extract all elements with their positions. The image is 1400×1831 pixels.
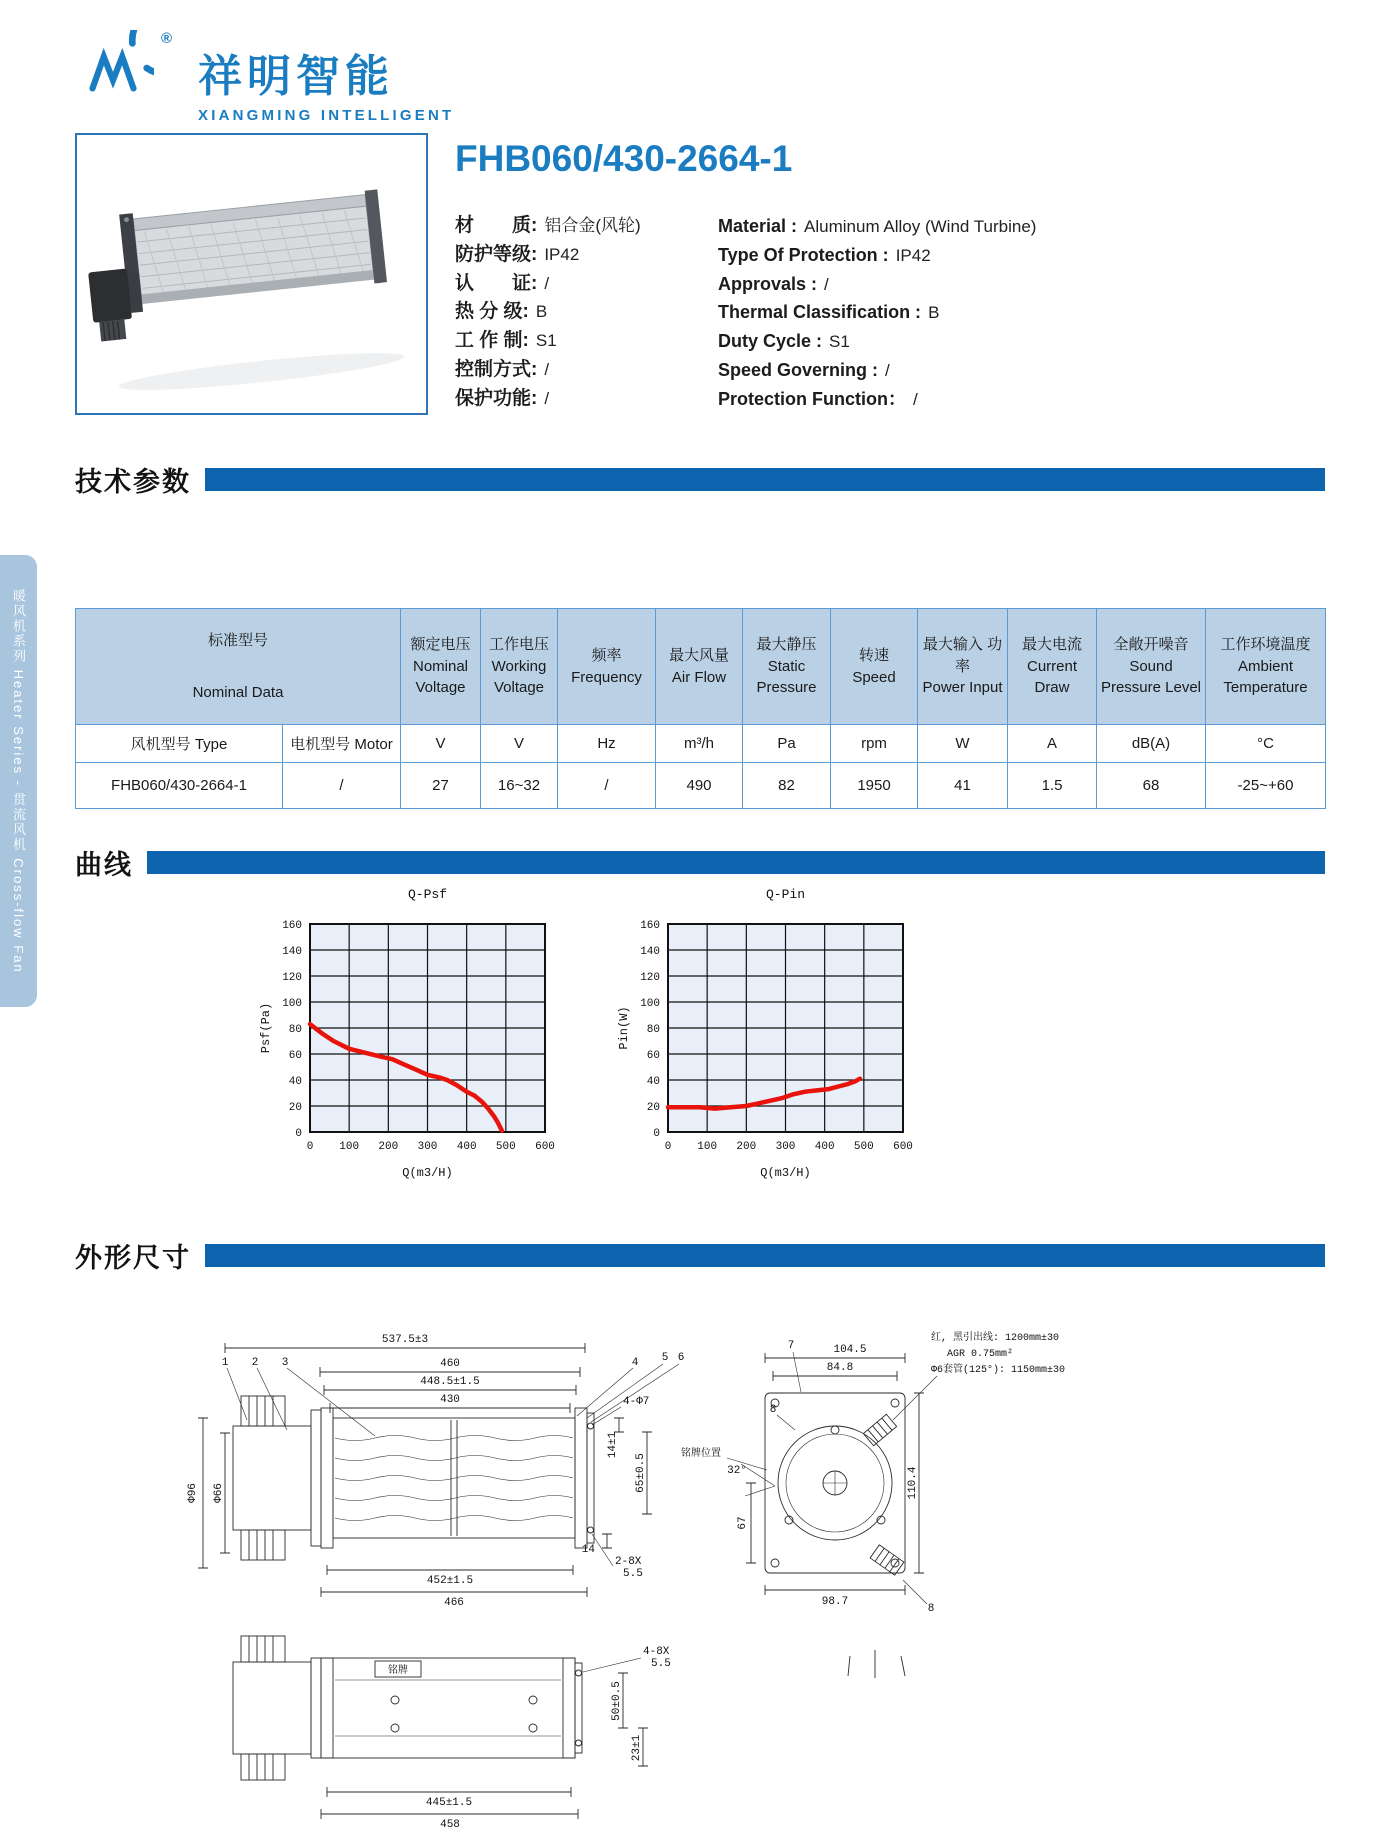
svg-text:14: 14: [581, 1544, 595, 1556]
svg-text:537.5±3: 537.5±3: [381, 1334, 429, 1346]
spec-row: Duty Cycle : S1: [718, 331, 850, 352]
y-tick-label: 100: [282, 998, 302, 1010]
svg-text:红, 黑引出线: 1200mm±30: 红, 黑引出线: 1200mm±30: [931, 1333, 1060, 1344]
y-tick-label: 120: [640, 972, 660, 984]
header-cell: 最大输入 功率 Power Input: [918, 609, 1008, 725]
header-cell: 全敞开噪音 Sound Pressure Level: [1097, 609, 1206, 725]
product-model-title: FHB060/430-2664-1: [455, 138, 793, 179]
x-tick-label: 600: [893, 1141, 913, 1153]
svg-text:110.4: 110.4: [907, 1466, 919, 1500]
chart-q-pin: [613, 876, 973, 1186]
svg-text:铭牌位置: 铭牌位置: [681, 1449, 721, 1460]
unit-cell: Pa: [743, 725, 831, 763]
svg-text:445±1.5: 445±1.5: [425, 1797, 473, 1809]
unit-cell: 风机型号 Type: [76, 725, 283, 763]
data-cell: 27: [401, 763, 481, 809]
svg-text:65±0.5: 65±0.5: [635, 1453, 647, 1493]
svg-text:5: 5: [661, 1352, 669, 1364]
y-axis-label: Psf(Pa): [259, 1002, 273, 1054]
chart-title: Q-Psf: [407, 887, 448, 902]
svg-text:AGR 0.75mm²: AGR 0.75mm²: [947, 1349, 1014, 1360]
svg-text:3: 3: [281, 1357, 289, 1369]
svg-text:14±1: 14±1: [607, 1431, 619, 1459]
spec-list-en: [718, 212, 1036, 414]
svg-text:466: 466: [444, 1597, 464, 1609]
svg-text:2-8X: 2-8X: [615, 1556, 642, 1568]
unit-cell: V: [481, 725, 558, 763]
x-tick-label: 300: [775, 1141, 796, 1153]
svg-text:23±1: 23±1: [631, 1734, 643, 1762]
svg-text:50±0.5: 50±0.5: [611, 1681, 623, 1721]
svg-text:1: 1: [221, 1357, 229, 1369]
header-cell: 频率 Frequency: [558, 609, 656, 725]
product-image: [75, 133, 428, 415]
brand-logo-icon: [72, 30, 154, 112]
y-tick-label: 0: [295, 1128, 302, 1140]
x-tick-label: 100: [697, 1141, 718, 1153]
brand-header: [72, 30, 454, 124]
end-view-drawing: [681, 1330, 1065, 1678]
header-cell: 工作环境温度 Ambient Temperature: [1206, 609, 1326, 725]
section-title: 外形尺寸: [75, 1243, 191, 1273]
y-tick-label: 140: [640, 946, 660, 958]
y-tick-label: 160: [640, 920, 660, 932]
spec-row: 控制方式: /: [455, 358, 550, 380]
outline-drawings: [75, 1268, 1325, 1831]
parameters-table: [75, 608, 1326, 809]
spec-row: Type Of Protection : IP42: [718, 244, 931, 265]
spec-row: 热 分 级: B: [455, 301, 548, 323]
svg-text:Φ6套管(125°): 1150mm±30: Φ6套管(125°): 1150mm±30: [931, 1365, 1066, 1376]
y-tick-label: 40: [646, 1076, 660, 1088]
spec-row: Approvals : /: [718, 273, 829, 294]
spec-row: Thermal Classification : B: [718, 302, 940, 323]
svg-text:4: 4: [631, 1357, 639, 1369]
x-tick-label: 400: [456, 1141, 477, 1153]
svg-text:6: 6: [677, 1352, 685, 1364]
svg-text:5.5: 5.5: [651, 1658, 671, 1670]
bottom-view-drawing: [233, 1636, 671, 1831]
data-cell: -25~+60: [1206, 763, 1326, 809]
y-tick-label: 60: [646, 1050, 660, 1062]
table-data-row: [76, 763, 1326, 809]
svg-text:7: 7: [787, 1340, 795, 1352]
svg-text:104.5: 104.5: [833, 1344, 867, 1356]
y-tick-label: 100: [640, 998, 660, 1010]
header-cell: 标准型号 Nominal Data: [76, 609, 401, 725]
section-bar: [205, 1244, 1325, 1267]
svg-text:98.7: 98.7: [821, 1596, 849, 1608]
svg-text:448.5±1.5: 448.5±1.5: [420, 1376, 480, 1388]
section-tech-params: [75, 460, 1325, 499]
spec-row: Speed Governing : /: [718, 359, 890, 380]
x-axis-label: Q(m3/H): [760, 1166, 811, 1180]
x-tick-label: 0: [306, 1141, 314, 1153]
y-tick-label: 20: [646, 1102, 660, 1114]
data-cell: FHB060/430-2664-1: [76, 763, 283, 809]
x-tick-label: 500: [495, 1141, 516, 1153]
spec-list-cn: [455, 212, 641, 414]
y-tick-label: 80: [646, 1024, 660, 1036]
y-tick-label: 60: [288, 1050, 302, 1062]
y-tick-label: 140: [282, 946, 302, 958]
data-cell: /: [558, 763, 656, 809]
y-tick-label: 0: [653, 1128, 660, 1140]
y-tick-label: 20: [288, 1102, 302, 1114]
unit-cell: dB(A): [1097, 725, 1206, 763]
header-cell: 转速 Speed: [831, 609, 918, 725]
series-side-tab-label: 暖风机系列 Heater Series - 贯流风机 Cross-flow Fan: [11, 588, 26, 974]
spec-row: 工 作 制: S1: [455, 330, 557, 352]
svg-text:84.8: 84.8: [826, 1362, 854, 1374]
x-tick-label: 600: [535, 1141, 555, 1153]
x-tick-label: 200: [378, 1141, 399, 1153]
chart-title: Q-Pin: [765, 887, 806, 902]
svg-text:2: 2: [251, 1357, 259, 1369]
x-tick-label: 0: [664, 1141, 672, 1153]
y-tick-label: 40: [288, 1076, 302, 1088]
y-tick-label: 80: [288, 1024, 302, 1036]
svg-text:5.5: 5.5: [623, 1568, 643, 1580]
registered-mark: ®: [160, 30, 172, 47]
x-tick-label: 100: [339, 1141, 360, 1153]
header-cell: 最大风量 Air Flow: [656, 609, 743, 725]
svg-text:67: 67: [737, 1516, 749, 1530]
svg-text:4-Φ7: 4-Φ7: [623, 1396, 650, 1408]
section-bar: [147, 851, 1325, 874]
series-side-tab: [0, 555, 37, 1007]
svg-text:430: 430: [440, 1394, 460, 1406]
svg-text:4-8X: 4-8X: [643, 1646, 670, 1658]
header-cell: 额定电压 Nominal Voltage: [401, 609, 481, 725]
x-tick-label: 400: [814, 1141, 835, 1153]
header-cell: 最大电流 Current Draw: [1008, 609, 1097, 725]
section-title: 技术参数: [75, 467, 191, 497]
data-cell: 68: [1097, 763, 1206, 809]
data-cell: 41: [918, 763, 1008, 809]
svg-text:458: 458: [440, 1819, 460, 1831]
unit-cell: rpm: [831, 725, 918, 763]
table-header-row: [76, 609, 1326, 725]
section-title: 曲线: [75, 850, 133, 880]
y-axis-label: Pin(W): [617, 1006, 631, 1050]
y-tick-label: 120: [282, 972, 302, 984]
y-tick-label: 160: [282, 920, 302, 932]
header-cell: 最大静压 Static Pressure: [743, 609, 831, 725]
unit-cell: W: [918, 725, 1008, 763]
brand-name-cn: 祥明智能: [198, 52, 394, 101]
x-axis-label: Q(m3/H): [402, 1166, 453, 1180]
unit-cell: 电机型号 Motor: [283, 725, 401, 763]
spec-row: 认 证: /: [455, 272, 550, 294]
svg-text:460: 460: [440, 1358, 460, 1370]
spec-row: 保护功能: /: [455, 387, 550, 409]
data-cell: 1.5: [1008, 763, 1097, 809]
spec-row: Material : Aluminum Alloy (Wind Turbine): [718, 216, 1037, 236]
spec-row: 防护等级: IP42: [455, 243, 580, 265]
svg-text:8: 8: [927, 1603, 935, 1615]
data-cell: /: [283, 763, 401, 809]
svg-text:8: 8: [769, 1404, 777, 1416]
section-bar: [205, 468, 1325, 491]
data-cell: 16~32: [481, 763, 558, 809]
spec-row: Protection Function： /: [718, 388, 918, 409]
x-tick-label: 300: [417, 1141, 438, 1153]
data-cell: 1950: [831, 763, 918, 809]
side-view-drawing: [187, 1334, 684, 1609]
svg-text:Φ96: Φ96: [187, 1483, 199, 1503]
unit-cell: V: [401, 725, 481, 763]
header-cell: 工作电压 Working Voltage: [481, 609, 558, 725]
spec-row: 材 质: 铝合金(风轮): [455, 215, 641, 236]
unit-cell: °C: [1206, 725, 1326, 763]
table-units-row: [76, 725, 1326, 763]
svg-text:铭牌: 铭牌: [388, 1666, 408, 1677]
x-tick-label: 500: [853, 1141, 874, 1153]
unit-cell: Hz: [558, 725, 656, 763]
unit-cell: A: [1008, 725, 1097, 763]
brand-name-en: XIANGMING INTELLIGENT: [198, 107, 455, 124]
chart-q-psf: [255, 876, 615, 1186]
fan-illustration: [82, 139, 422, 409]
svg-text:Φ66: Φ66: [213, 1483, 225, 1503]
svg-text:452±1.5: 452±1.5: [426, 1575, 474, 1587]
data-cell: 82: [743, 763, 831, 809]
svg-text:32°: 32°: [727, 1465, 747, 1477]
brand-logo: [72, 30, 172, 124]
x-tick-label: 200: [736, 1141, 757, 1153]
data-cell: 490: [656, 763, 743, 809]
unit-cell: m³/h: [656, 725, 743, 763]
